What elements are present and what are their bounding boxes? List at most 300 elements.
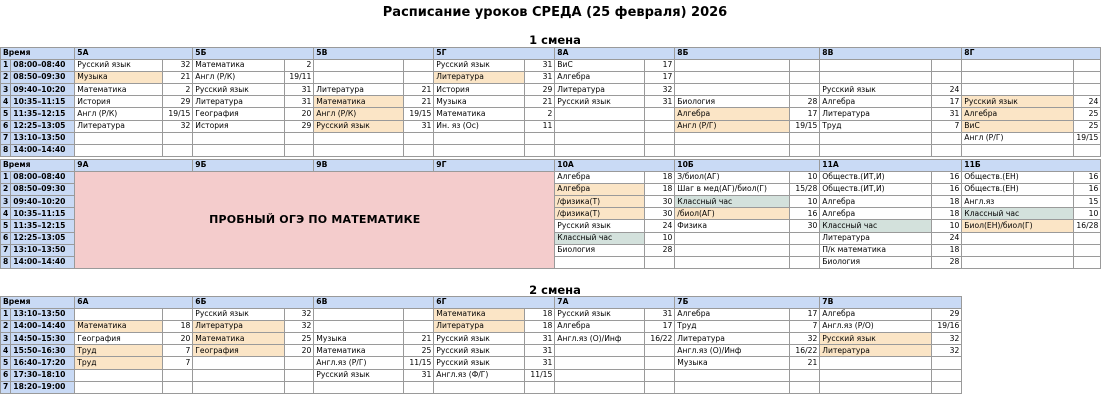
class-name: 5Г — [436, 48, 447, 58]
subject-cell: Биология — [675, 96, 790, 108]
lesson-number: 3 — [1, 196, 11, 208]
class-name: 10Б — [677, 160, 694, 170]
class-header-6А — [75, 297, 193, 309]
room-cell: 31 — [932, 108, 962, 120]
subject-cell: Физика — [675, 220, 790, 232]
lesson-time: 14:50–15:30 — [11, 333, 75, 345]
room-cell: 21 — [404, 333, 434, 345]
subject-cell — [675, 72, 790, 84]
subject-cell — [434, 132, 525, 144]
room-cell: 2 — [285, 60, 314, 72]
room-cell: 18 — [525, 309, 555, 321]
subject-cell — [314, 132, 404, 144]
room-cell: 10 — [645, 232, 675, 244]
room-cell: 16/22 — [645, 333, 675, 345]
room-cell: 19/11 — [285, 72, 314, 84]
room-cell — [932, 369, 962, 381]
lesson-time: 08:50–09:30 — [11, 184, 75, 196]
lesson-number: 6 — [1, 369, 11, 381]
subject-cell: Классный час — [820, 220, 932, 232]
subject-cell: Русский язык — [193, 309, 285, 321]
lesson-number: 3 — [1, 84, 11, 96]
subject-cell — [820, 60, 932, 72]
subject-cell — [962, 144, 1074, 156]
subject-cell: ВиС — [555, 60, 645, 72]
class-name: 8Г — [964, 48, 975, 58]
time-header-label: Время — [3, 160, 31, 170]
class-name: 6Б — [195, 297, 207, 307]
schedule-row — [1, 172, 1101, 184]
room-cell: 31 — [285, 84, 314, 96]
room-cell: 17 — [645, 72, 675, 84]
room-cell — [790, 232, 820, 244]
room-cell: 24 — [645, 220, 675, 232]
subject-cell: Англ.яз (Р/Г) — [314, 357, 404, 369]
subject-cell: Биология — [555, 244, 645, 256]
room-cell: 18 — [645, 184, 675, 196]
subject-cell — [675, 60, 790, 72]
subject-cell: Русский язык — [555, 220, 645, 232]
schedule-table-shift2 — [0, 296, 962, 394]
schedule-row — [1, 84, 1101, 96]
room-cell: 17 — [790, 309, 820, 321]
lesson-number: 1 — [1, 172, 11, 184]
lesson-time: 15:50–16:30 — [11, 345, 75, 357]
oge-notice: ПРОБНЫЙ ОГЭ ПО МАТЕМАТИКЕ — [75, 172, 555, 269]
subject-cell — [193, 144, 285, 156]
room-cell — [932, 381, 962, 393]
lesson-number: 4 — [1, 96, 11, 108]
subject-cell: Обществ.(ЕН) — [962, 184, 1074, 196]
schedule-row — [1, 144, 1101, 156]
lesson-time: 13:10–13:50 — [11, 309, 75, 321]
room-cell: 32 — [790, 333, 820, 345]
subject-cell — [555, 256, 645, 268]
subject-cell — [75, 144, 163, 156]
lesson-number: 1 — [1, 60, 11, 72]
subject-cell — [555, 120, 645, 132]
subject-cell: География — [193, 108, 285, 120]
subject-cell: Литература — [314, 84, 404, 96]
subject-cell: Биол(ЕН)/биол(Г) — [962, 220, 1074, 232]
time-header-label: Время — [3, 48, 31, 58]
class-header-10А — [555, 160, 675, 172]
room-cell: 19/15 — [1074, 132, 1101, 144]
subject-cell — [962, 256, 1074, 268]
subject-cell — [314, 309, 404, 321]
room-cell: 21 — [525, 96, 555, 108]
lesson-time: 08:50–09:30 — [11, 72, 75, 84]
room-cell: 16 — [1074, 172, 1101, 184]
room-cell: 10 — [1074, 208, 1101, 220]
subject-cell: Англ.яз — [962, 196, 1074, 208]
room-cell: 32 — [163, 60, 193, 72]
lesson-time: 08:00–08:40 — [11, 60, 75, 72]
subject-cell: Англ (Р/Г) — [675, 120, 790, 132]
subject-cell: Математика — [434, 309, 525, 321]
room-cell: 31 — [525, 72, 555, 84]
room-cell — [163, 144, 193, 156]
subject-cell: Ин. яз (Ос) — [434, 120, 525, 132]
room-cell: 19/15 — [404, 108, 434, 120]
room-cell: 31 — [645, 96, 675, 108]
subject-cell: Музыка — [314, 333, 404, 345]
room-cell — [1074, 144, 1101, 156]
subject-cell — [962, 60, 1074, 72]
subject-cell: Математика — [434, 108, 525, 120]
subject-cell: Алгебра — [555, 184, 645, 196]
subject-cell: Математика — [193, 60, 285, 72]
room-cell — [645, 369, 675, 381]
subject-cell: /физика(Т) — [555, 208, 645, 220]
subject-cell: Обществ.(ЕН) — [962, 172, 1074, 184]
class-header-8Б — [675, 48, 820, 60]
class-header-5Г — [434, 48, 555, 60]
lesson-time: 13:10–13:50 — [11, 244, 75, 256]
class-header-7А — [555, 297, 675, 309]
lesson-number: 2 — [1, 72, 11, 84]
subject-cell: Алгебра — [555, 172, 645, 184]
room-cell — [1074, 72, 1101, 84]
class-name: 6В — [316, 297, 328, 307]
room-cell: 16 — [1074, 184, 1101, 196]
class-header-5Б — [193, 48, 314, 60]
subject-cell: Литература — [820, 345, 932, 357]
class-name: 7А — [557, 297, 569, 307]
subject-cell: Алгебра — [555, 321, 645, 333]
room-cell: 17 — [932, 96, 962, 108]
subject-cell — [314, 60, 404, 72]
schedule-row — [1, 108, 1101, 120]
subject-cell: Обществ.(ИТ,И) — [820, 172, 932, 184]
subject-cell: Биология — [820, 256, 932, 268]
room-cell: 28 — [790, 96, 820, 108]
subject-cell: /биол(АГ) — [675, 208, 790, 220]
class-name: 11А — [822, 160, 839, 170]
class-name: 11Б — [964, 160, 981, 170]
room-cell — [790, 369, 820, 381]
subject-cell — [193, 369, 285, 381]
subject-cell: Математика — [75, 321, 163, 333]
subject-cell: Обществ.(ИТ,И) — [820, 184, 932, 196]
subject-cell — [675, 144, 790, 156]
subject-cell: Англ (Р/К) — [193, 72, 285, 84]
room-cell: 7 — [163, 345, 193, 357]
room-cell: 20 — [285, 108, 314, 120]
lesson-time: 10:35–11:15 — [11, 208, 75, 220]
room-cell: 32 — [285, 321, 314, 333]
room-cell: 16/22 — [790, 345, 820, 357]
class-header-5В — [314, 48, 434, 60]
lesson-time: 18:20–19:00 — [11, 381, 75, 393]
subject-cell — [434, 144, 525, 156]
header-row — [1, 160, 1101, 172]
class-name: 5Б — [195, 48, 207, 58]
schedule-table-shift1-top — [0, 47, 1101, 157]
room-cell: 2 — [525, 108, 555, 120]
room-cell: 28 — [645, 244, 675, 256]
lesson-number: 5 — [1, 220, 11, 232]
room-cell: 19/16 — [932, 321, 962, 333]
room-cell — [790, 244, 820, 256]
room-cell: 10 — [790, 172, 820, 184]
class-header-11А — [820, 160, 962, 172]
room-cell: 7 — [163, 357, 193, 369]
subject-cell: Алгебра — [820, 196, 932, 208]
schedule-table-shift1-bottom — [0, 159, 1101, 269]
room-cell: 16/28 — [1074, 220, 1101, 232]
subject-cell: П/к математика — [820, 244, 932, 256]
page-title: Расписание уроков СРЕДА (25 февраля) 2026 — [382, 5, 728, 20]
class-name: 8А — [557, 48, 569, 58]
schedule-row — [1, 120, 1101, 132]
room-cell: 18 — [932, 196, 962, 208]
subject-cell — [962, 232, 1074, 244]
subject-cell: Русский язык — [314, 369, 404, 381]
subject-cell: Алгебра — [555, 72, 645, 84]
room-cell: 31 — [404, 369, 434, 381]
subject-cell: ВиС — [962, 120, 1074, 132]
lesson-time: 11:35–12:15 — [11, 220, 75, 232]
room-cell: 32 — [645, 84, 675, 96]
room-cell — [404, 60, 434, 72]
subject-cell: Русский язык — [314, 120, 404, 132]
subject-cell: Литература — [75, 120, 163, 132]
lesson-number: 2 — [1, 184, 11, 196]
room-cell: 17 — [645, 60, 675, 72]
header-row — [1, 297, 962, 309]
subject-cell — [820, 72, 932, 84]
room-cell: 25 — [1074, 108, 1101, 120]
subject-cell — [555, 357, 645, 369]
room-cell: 31 — [525, 345, 555, 357]
room-cell: 29 — [285, 120, 314, 132]
room-cell: 30 — [790, 220, 820, 232]
lesson-time: 10:35–11:15 — [11, 96, 75, 108]
subject-cell: Русский язык — [820, 333, 932, 345]
room-cell: 10 — [790, 196, 820, 208]
room-cell — [645, 345, 675, 357]
class-header-9Б — [193, 160, 314, 172]
subject-cell: Русский язык — [434, 60, 525, 72]
room-cell: 18 — [163, 321, 193, 333]
subject-cell: Русский язык — [434, 345, 525, 357]
class-name: 9В — [316, 160, 328, 170]
room-cell: 11/15 — [404, 357, 434, 369]
class-header-8А — [555, 48, 675, 60]
subject-cell: Русский язык — [555, 96, 645, 108]
subject-cell — [193, 132, 285, 144]
room-cell: 15 — [1074, 196, 1101, 208]
subject-cell: Алгебра — [820, 96, 932, 108]
room-cell — [645, 120, 675, 132]
schedule-row — [1, 345, 962, 357]
class-header-6Б — [193, 297, 314, 309]
class-header-7В — [820, 297, 962, 309]
room-cell: 19/15 — [163, 108, 193, 120]
subject-cell: Англ.яз (Ф/Г) — [434, 369, 525, 381]
shift-1-label: 1 смена — [529, 33, 581, 47]
subject-cell — [675, 381, 790, 393]
lesson-time: 09:40–10:20 — [11, 196, 75, 208]
subject-cell: Литература — [555, 84, 645, 96]
room-cell: 30 — [645, 208, 675, 220]
subject-cell — [962, 84, 1074, 96]
subject-cell: Литература — [434, 72, 525, 84]
subject-cell: Алгебра — [820, 208, 932, 220]
subject-cell: Математика — [75, 84, 163, 96]
room-cell: 31 — [525, 333, 555, 345]
lesson-time: 16:40–17:20 — [11, 357, 75, 369]
lesson-number: 1 — [1, 309, 11, 321]
lesson-number: 7 — [1, 244, 11, 256]
room-cell: 7 — [790, 321, 820, 333]
subject-cell — [820, 132, 932, 144]
subject-cell — [193, 357, 285, 369]
class-name: 5В — [316, 48, 328, 58]
subject-cell: Русский язык — [820, 84, 932, 96]
lesson-number: 2 — [1, 321, 11, 333]
subject-cell — [962, 244, 1074, 256]
class-name: 9А — [77, 160, 89, 170]
class-name: 8В — [822, 48, 834, 58]
schedule-row — [1, 381, 962, 393]
room-cell: 11 — [525, 120, 555, 132]
lesson-number: 5 — [1, 108, 11, 120]
subject-cell — [75, 309, 163, 321]
room-cell: 18 — [932, 208, 962, 220]
subject-cell: Англ (Р/К) — [314, 108, 404, 120]
subject-cell: Англ.яз (О)/Инф — [555, 333, 645, 345]
lesson-time: 12:25–13:05 — [11, 120, 75, 132]
subject-cell: История — [75, 96, 163, 108]
lesson-number: 3 — [1, 333, 11, 345]
subject-cell: Труд — [820, 120, 932, 132]
subject-cell: Англ (Р/Г) — [962, 132, 1074, 144]
subject-cell — [314, 144, 404, 156]
subject-cell: Математика — [314, 96, 404, 108]
time-header-label: Время — [3, 297, 31, 307]
class-name: 6Г — [436, 297, 447, 307]
room-cell — [790, 144, 820, 156]
subject-cell — [75, 132, 163, 144]
subject-cell — [675, 244, 790, 256]
room-cell: 25 — [1074, 120, 1101, 132]
class-name: 10А — [557, 160, 574, 170]
subject-cell — [820, 369, 932, 381]
header-row — [1, 48, 1101, 60]
room-cell: 25 — [404, 345, 434, 357]
subject-cell: Алгебра — [675, 108, 790, 120]
subject-cell: Русский язык — [434, 333, 525, 345]
subject-cell — [820, 381, 932, 393]
room-cell — [645, 132, 675, 144]
lesson-number: 7 — [1, 132, 11, 144]
class-name: 6А — [77, 297, 89, 307]
subject-cell: Труд — [75, 345, 163, 357]
subject-cell: Труд — [75, 357, 163, 369]
room-cell: 18 — [525, 321, 555, 333]
class-name: 7Б — [677, 297, 689, 307]
lesson-number: 7 — [1, 381, 11, 393]
subject-cell: Русский язык — [75, 60, 163, 72]
subject-cell — [675, 256, 790, 268]
room-cell — [932, 357, 962, 369]
lesson-number: 5 — [1, 357, 11, 369]
subject-cell — [820, 357, 932, 369]
room-cell — [790, 60, 820, 72]
room-cell: 31 — [285, 96, 314, 108]
class-header-6В — [314, 297, 434, 309]
room-cell: 24 — [932, 84, 962, 96]
subject-cell: Русский язык — [962, 96, 1074, 108]
subject-cell: Англ.яз (О)/Инф — [675, 345, 790, 357]
room-cell — [790, 84, 820, 96]
room-cell — [932, 60, 962, 72]
subject-cell: Литература — [193, 96, 285, 108]
room-cell: 18 — [932, 244, 962, 256]
class-header-8В — [820, 48, 962, 60]
lesson-number: 4 — [1, 345, 11, 357]
room-cell: 31 — [525, 357, 555, 369]
class-header-5А — [75, 48, 193, 60]
lesson-time: 13:10–13:50 — [11, 132, 75, 144]
lesson-number: 6 — [1, 120, 11, 132]
schedule-row — [1, 132, 1101, 144]
room-cell: 21 — [790, 357, 820, 369]
room-cell: 11/15 — [525, 369, 555, 381]
class-header-7Б — [675, 297, 820, 309]
subject-cell: Литература — [820, 108, 932, 120]
schedule-row — [1, 60, 1101, 72]
subject-cell — [675, 369, 790, 381]
room-cell — [404, 144, 434, 156]
room-cell: 19/15 — [790, 120, 820, 132]
room-cell — [404, 381, 434, 393]
room-cell — [525, 132, 555, 144]
subject-cell: История — [434, 84, 525, 96]
room-cell: 21 — [163, 72, 193, 84]
room-cell — [1074, 232, 1101, 244]
lesson-number: 6 — [1, 232, 11, 244]
room-cell: 31 — [404, 120, 434, 132]
subject-cell — [314, 321, 404, 333]
schedule-row — [1, 369, 962, 381]
room-cell: 16 — [932, 172, 962, 184]
room-cell: 24 — [932, 232, 962, 244]
schedule-row — [1, 333, 962, 345]
subject-cell: Алгебра — [675, 309, 790, 321]
subject-cell: Математика — [314, 345, 404, 357]
subject-cell — [555, 369, 645, 381]
schedule-row — [1, 357, 962, 369]
time-header-cell — [1, 48, 75, 60]
subject-cell: Математика — [193, 333, 285, 345]
lesson-time: 09:40–10:20 — [11, 84, 75, 96]
class-name: 9Г — [436, 160, 447, 170]
room-cell: 2 — [163, 84, 193, 96]
subject-cell: Русский язык — [555, 309, 645, 321]
room-cell: 28 — [932, 256, 962, 268]
lesson-time: 17:30–18:10 — [11, 369, 75, 381]
subject-cell — [555, 132, 645, 144]
room-cell: 21 — [404, 96, 434, 108]
subject-cell: З/биол(АГ) — [675, 172, 790, 184]
class-header-9А — [75, 160, 193, 172]
room-cell: 18 — [645, 172, 675, 184]
subject-cell: Классный час — [555, 232, 645, 244]
subject-cell — [555, 144, 645, 156]
